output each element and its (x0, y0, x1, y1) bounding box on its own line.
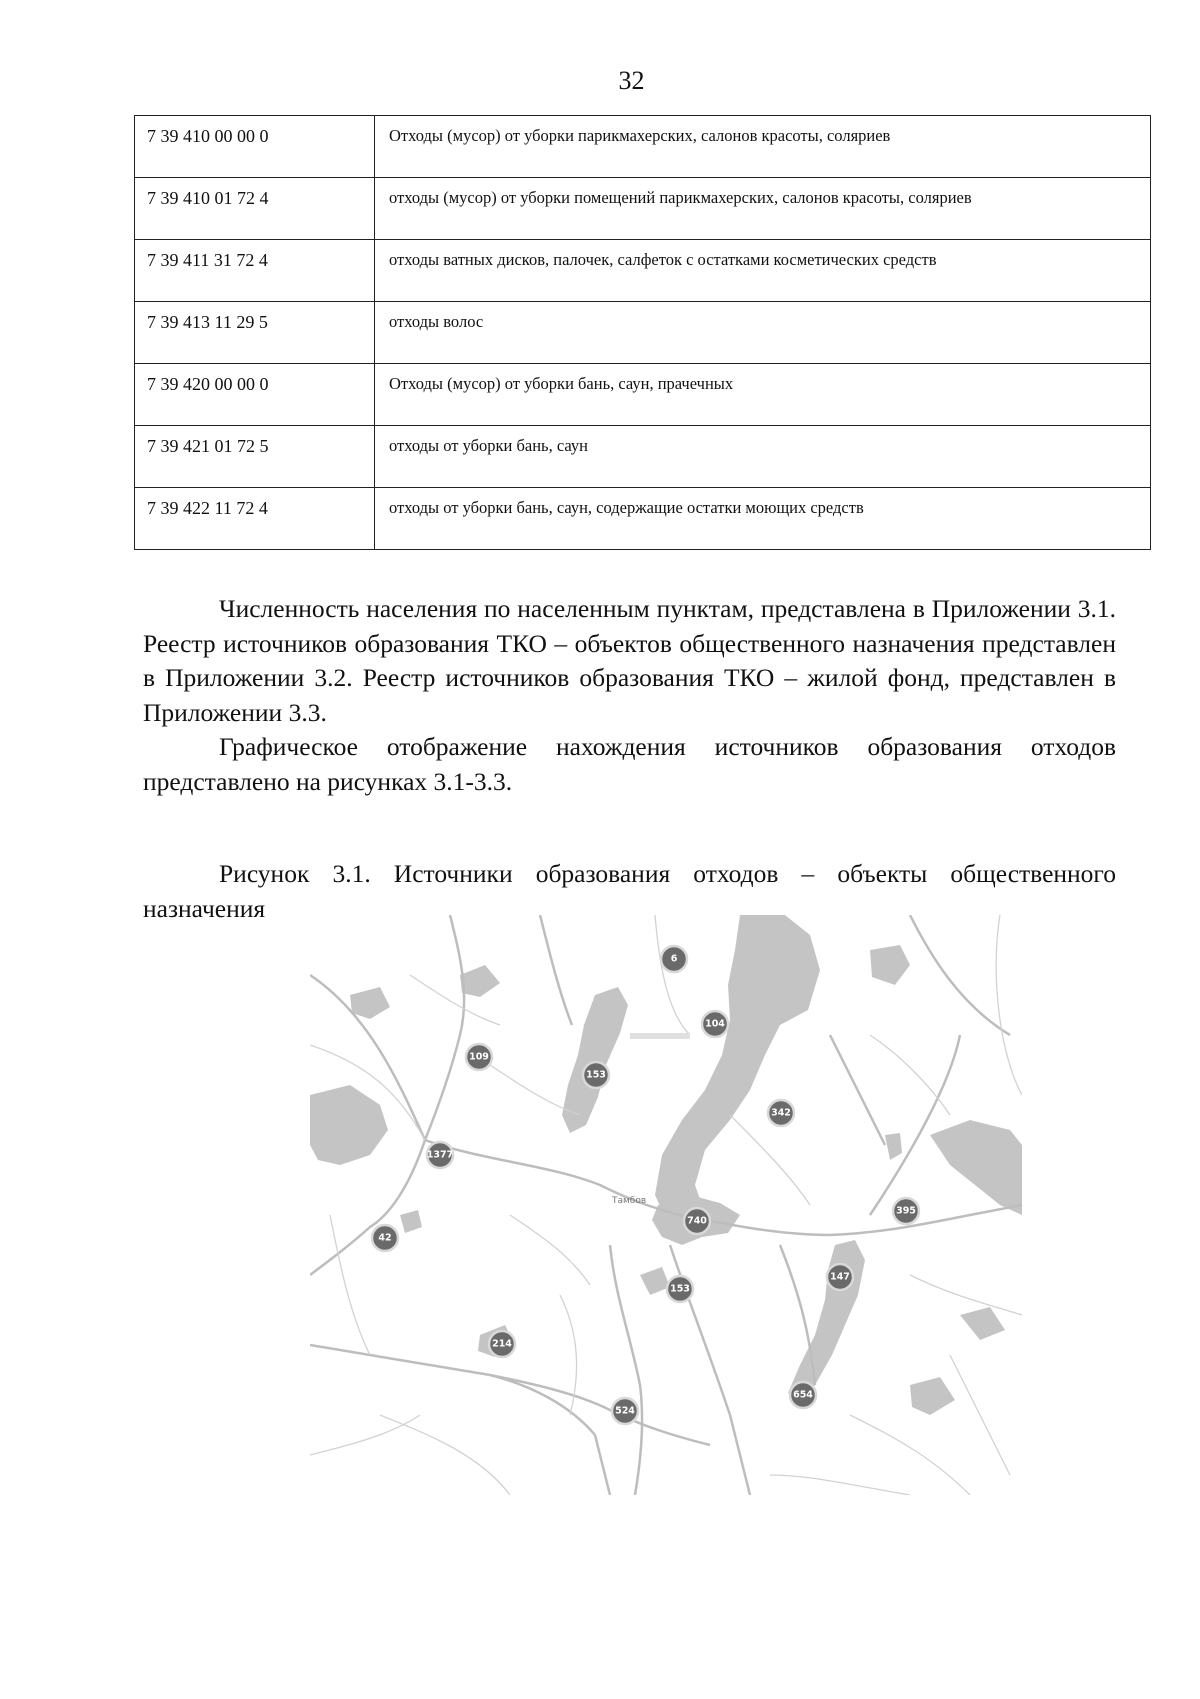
table-row (135, 488, 1151, 550)
paragraph-population: Численность населения по населенным пунктам, представлена в Приложении 3.1. Реестр источников образования ТКО – объектов общественного назначения представлен в Приложении 3.2. Реестр источников образования ТКО – жилой фонд, представлен в Приложении 3.3. (143, 594, 1116, 727)
map-marker[interactable] (489, 1331, 515, 1357)
waste-codes-table (134, 115, 1151, 550)
table-cell-description: отходы от уборки бань, саун, содержащие остатки моющих средств (375, 488, 1151, 550)
table-cell-code: 7 39 421 01 72 5 (135, 426, 375, 488)
map-marker-label: 6 (670, 953, 678, 965)
table-cell-description: Отходы (мусор) от уборки бань, саун, прачечных (375, 364, 1151, 426)
map-marker[interactable] (661, 946, 687, 972)
map-marker[interactable] (466, 1044, 492, 1070)
map-marker-label: 153 (670, 1283, 690, 1295)
table-cell-description: отходы ватных дисков, палочек, салфеток с остатками косметических средств (375, 240, 1151, 302)
table-cell-code: 7 39 410 01 72 4 (135, 178, 375, 240)
map-marker-label: 395 (896, 1205, 916, 1217)
map-marker-label: 1377 (426, 1149, 454, 1161)
district-label-bar (630, 1033, 690, 1039)
map-marker-label: 147 (830, 1271, 850, 1283)
page-number: 32 (618, 66, 645, 95)
map-marker[interactable] (427, 1142, 453, 1168)
map-marker-label: 104 (705, 1018, 725, 1030)
table-row (135, 240, 1151, 302)
table-cell-description: отходы (мусор) от уборки помещений парикмахерских, салонов красоты, соляриев (375, 178, 1151, 240)
map-marker[interactable] (372, 1225, 398, 1251)
table-row (135, 426, 1151, 488)
table-cell-description: Отходы (мусор) от уборки парикмахерских, салонов красоты, соляриев (375, 116, 1151, 178)
waste-sources-map (310, 915, 1022, 1495)
map-marker-label: 153 (586, 1069, 606, 1081)
map-marker-label: 740 (687, 1215, 707, 1227)
map-marker-label: 524 (615, 1405, 635, 1417)
table-cell-code: 7 39 422 11 72 4 (135, 488, 375, 550)
map-marker-label: 342 (771, 1107, 791, 1119)
table-cell-code: 7 39 411 31 72 4 (135, 240, 375, 302)
map-marker[interactable] (702, 1011, 728, 1037)
map-marker-label: 654 (793, 1389, 813, 1401)
map-marker[interactable] (790, 1382, 816, 1408)
town-label-tambov: Тамбов (612, 1196, 647, 1206)
map-marker[interactable] (768, 1100, 794, 1126)
table-cell-description: отходы от уборки бань, саун (375, 426, 1151, 488)
map-marker[interactable] (612, 1398, 638, 1424)
table-cell-code: 7 39 413 11 29 5 (135, 302, 375, 364)
paragraph-graphics: Графическое отображение нахождения источников образования отходов представлено на рисунках 3.1-3.3. (143, 732, 1116, 796)
figure-caption: Рисунок 3.1. Источники образования отходов – объекты общественного назначения (143, 859, 1116, 923)
map-marker[interactable] (583, 1062, 609, 1088)
table-cell-code: 7 39 410 00 00 0 (135, 116, 375, 178)
map-marker[interactable] (684, 1208, 710, 1234)
map-marker[interactable] (827, 1264, 853, 1290)
table-row (135, 302, 1151, 364)
table-row (135, 116, 1151, 178)
map-marker[interactable] (893, 1198, 919, 1224)
map-marker[interactable] (667, 1276, 693, 1302)
table-cell-code: 7 39 420 00 00 0 (135, 364, 375, 426)
map-marker-label: 42 (378, 1232, 392, 1244)
map-marker-label: 109 (469, 1051, 489, 1063)
table-row (135, 364, 1151, 426)
map-marker-label: 214 (492, 1338, 512, 1350)
map-canvas (310, 915, 1022, 1495)
table-row (135, 178, 1151, 240)
table-cell-description: отходы волос (375, 302, 1151, 364)
